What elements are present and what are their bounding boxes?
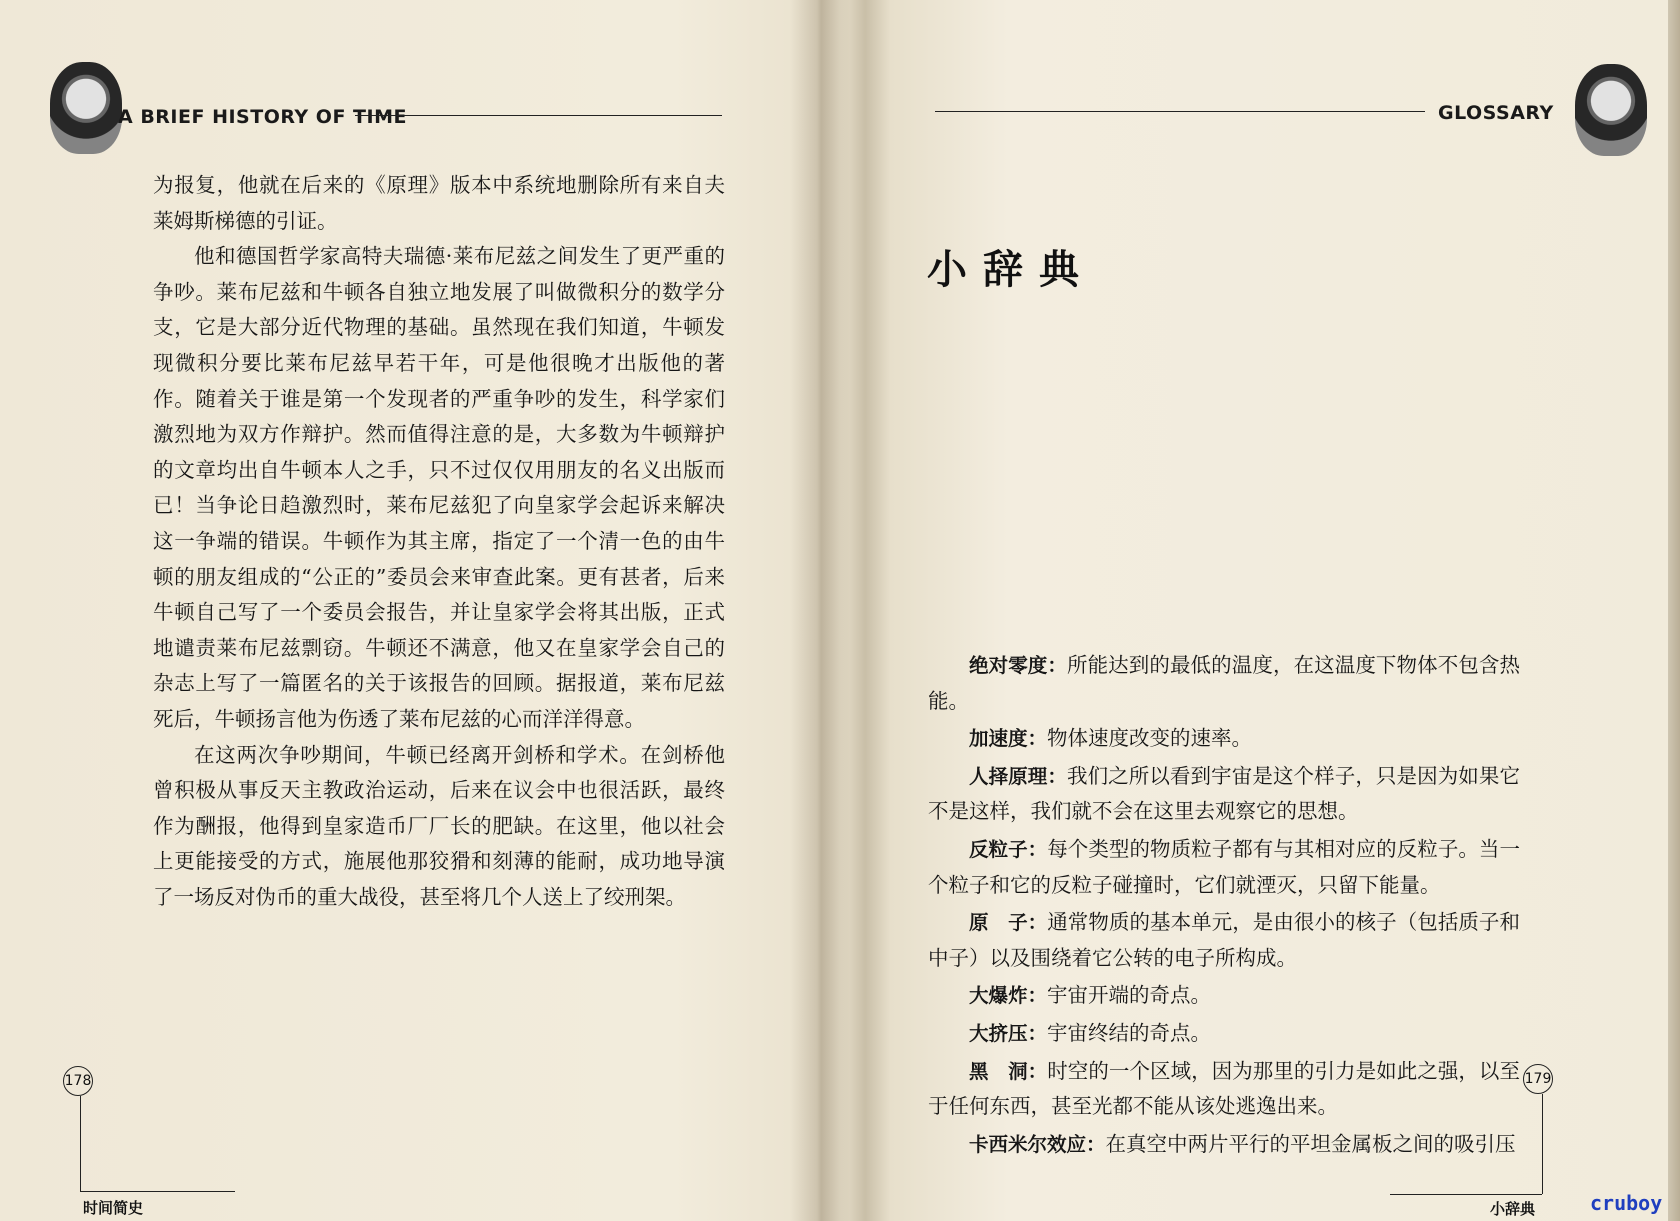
left-body-text — [153, 168, 725, 915]
glossary-term: 黑 洞： — [969, 1059, 1048, 1083]
glossary-entry — [928, 1127, 1520, 1163]
footer-section-title: 小辞典 — [1490, 1200, 1536, 1218]
corner-rule-horizontal — [80, 1191, 235, 1192]
corner-rule-vertical — [80, 1096, 81, 1191]
header-rule-left — [355, 115, 722, 116]
page-edge — [1668, 0, 1680, 1221]
glossary-definition: 在真空中两片平行的平坦金属板之间的吸引压 — [1105, 1131, 1516, 1156]
paragraph: 在这两次争吵期间，牛顿已经离开剑桥和学术。在剑桥他曾积极从事反天主教政治运动，后来在议会中也很活跃，最终作为酬报，他得到皇家造币厂厂长的肥缺。在这里，他以社会上更能接受的方式，施展他那狡猾和刻薄的能耐，成功地导演了一场反对伪币的重大战役，甚至将几个人送上了绞刑架。 — [153, 742, 725, 909]
glossary-entry — [928, 759, 1520, 830]
paragraph: 为报复，他就在后来的《原理》版本中系统地删除所有来自夫莱姆斯梯德的引证。 — [153, 173, 725, 233]
glossary-definition: 物体速度改变的速率。 — [1047, 726, 1253, 751]
author-portrait-icon — [1575, 64, 1647, 156]
page-number-right: 179 — [1523, 1064, 1553, 1094]
page-number-left: 178 — [63, 1066, 93, 1096]
running-head-left: A BRIEF HISTORY OF TIME — [118, 106, 407, 128]
running-head-right: GLOSSARY — [1438, 102, 1554, 124]
footer-book-title: 时间简史 — [83, 1199, 144, 1217]
glossary-definition: 宇宙开端的奇点。 — [1047, 983, 1212, 1008]
glossary-entry — [928, 721, 1520, 757]
glossary-term: 加速度： — [969, 727, 1048, 751]
glossary-term: 绝对零度： — [969, 654, 1067, 677]
right-page — [830, 0, 1680, 1221]
glossary-list — [928, 648, 1520, 1164]
glossary-term: 人择原理： — [969, 764, 1067, 788]
corner-rule-vertical — [1542, 1094, 1543, 1194]
glossary-term: 反粒子： — [969, 837, 1048, 861]
paragraph: 他和德国哲学家高特夫瑞德·莱布尼兹之间发生了更严重的争吵。莱布尼兹和牛顿各自独立地发展了叫做微积分的数学分支，它是大部分近代物理的基础。虽然现在我们知道，牛顿发现微积分要比莱布尼兹早若干年，可是他很晚才出版他的著作。随着关于谁是第一个发现者的严重争吵的发生，科学家们激烈地为双方作辩护。然而值得注意的是，大多数为牛顿辩护的文章均出自牛顿本人之手，只不过仅仅用朋友的名义出版而已！当争论日趋激烈时，莱布尼兹犯了向皇家学会起诉来解决这一争端的错误。牛顿作为其主席，指定了一个清一色的由牛顿的朋友组成的“公正的”委员会来审查此案。更有甚者，后来牛顿自己写了一个委员会报告，并让皇家学会将其出版，正式地谴责莱布尼兹剽窃。牛顿还不满意，他又在皇家学会自己的杂志上写了一篇匿名的关于该报告的回顾。据报道，莱布尼兹死后，牛顿扬言他为伤透了莱布尼兹的心而洋洋得意。 — [153, 244, 725, 731]
glossary-definition: 每个类型的物质粒子都有与其相对应的反粒子。当一个粒子和它的反粒子碰撞时，它们就湮灭，只留下能量。 — [928, 836, 1520, 897]
glossary-entry — [928, 832, 1520, 903]
glossary-entry — [928, 978, 1520, 1014]
glossary-term: 大挤压： — [969, 1021, 1048, 1045]
author-portrait-icon — [50, 62, 122, 154]
corner-rule-horizontal — [1390, 1194, 1542, 1195]
left-page — [0, 0, 820, 1221]
glossary-title: 小辞典 — [927, 246, 1095, 293]
scanner-watermark: cruboy — [1590, 1191, 1663, 1215]
glossary-entry — [928, 905, 1520, 976]
glossary-entry — [928, 1016, 1520, 1052]
glossary-term: 大爆炸： — [969, 984, 1048, 1008]
glossary-term: 原 子： — [969, 911, 1048, 935]
glossary-definition: 宇宙终结的奇点。 — [1047, 1020, 1212, 1045]
header-rule-right — [935, 111, 1425, 112]
glossary-definition: 我们之所以看到宇宙是这个样子，只是因为如果它不是这样，我们就不会在这里去观察它的思想。 — [928, 763, 1520, 824]
glossary-term: 卡西米尔效应： — [969, 1132, 1106, 1156]
glossary-definition: 所能达到的最低的温度，在这温度下物体不包含热能。 — [928, 653, 1520, 713]
glossary-entry — [928, 648, 1520, 719]
glossary-definition: 时空的一个区域，因为那里的引力是如此之强，以至于任何东西，甚至光都不能从该处逃逸出来。 — [928, 1058, 1520, 1119]
glossary-definition: 通常物质的基本单元，是由很小的核子（包括质子和中子）以及围绕着它公转的电子所构成。 — [928, 910, 1520, 970]
glossary-entry — [928, 1054, 1520, 1125]
